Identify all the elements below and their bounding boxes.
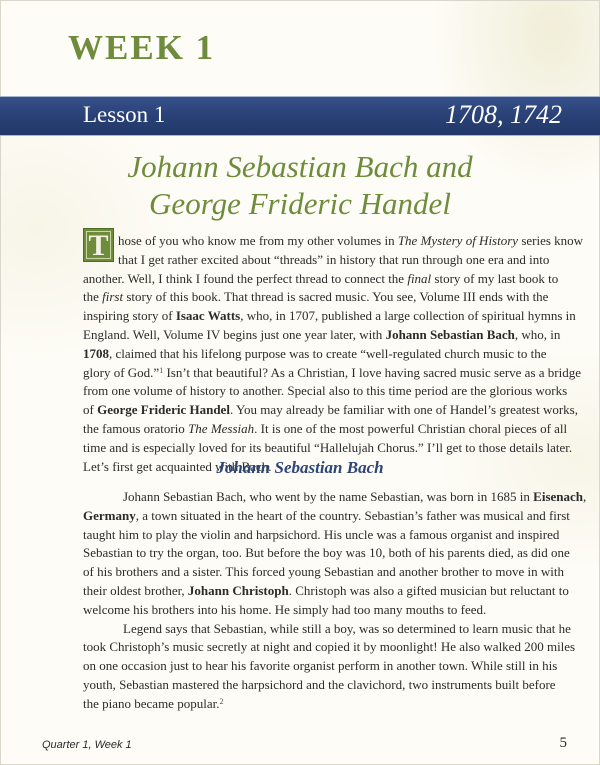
text-run: their oldest brother, xyxy=(83,582,188,598)
footnote-marker: 2 xyxy=(219,696,224,706)
text-run: youth, Sebastian mastered the harpsichord and the clavichord, two instruments built before xyxy=(83,676,556,692)
text-run: first xyxy=(102,289,124,305)
text-run: Legend says that Sebastian, while still a boy, was so determined to learn music that he xyxy=(123,620,571,636)
text-line xyxy=(83,251,573,270)
text-line xyxy=(83,326,573,345)
text-run: Isaac Watts xyxy=(175,308,241,324)
text-run: , who, in 1707, published a large collection of spiritual hymns in xyxy=(240,308,576,324)
text-run: Johann Sebastian Bach, who went by the name Sebastian, was born in 1685 in xyxy=(123,489,534,504)
text-run: story of my last book to xyxy=(431,270,559,286)
text-run: the famous oratorio xyxy=(83,420,189,436)
text-run: Sebastian to try the organ, too. But before the boy was 10, both of his parents died, as did one xyxy=(83,545,570,561)
text-line xyxy=(83,420,573,439)
text-line xyxy=(83,232,584,251)
text-line xyxy=(83,401,578,420)
text-line xyxy=(83,488,587,507)
text-run: England. Well, Volume IV begins just one year later, with xyxy=(83,326,386,342)
text-line xyxy=(83,270,573,289)
text-run: final xyxy=(407,270,432,286)
body-paragraphs xyxy=(83,488,587,714)
text-run: from one volume of history to another. Special also to this time period are the glorious works xyxy=(83,383,568,399)
text-run: that I get rather excited about “threads” in history that run through one era and into xyxy=(118,251,550,267)
text-run: , xyxy=(583,489,587,504)
text-run: story of this book. That thread is sacred music. You see, Volume III ends with the xyxy=(123,289,549,305)
text-line xyxy=(83,364,581,383)
article-title xyxy=(0,148,600,222)
text-line xyxy=(83,288,573,307)
text-line xyxy=(83,345,573,364)
article-title-line-1: Johann Sebastian Bach and xyxy=(127,149,473,184)
text-run: Johann Christoph xyxy=(187,582,289,598)
text-line xyxy=(83,676,573,695)
text-run: The Mystery of History xyxy=(397,233,519,248)
drop-cap-letter: T xyxy=(88,229,109,262)
lesson-dates: 1708, 1742 xyxy=(445,100,562,129)
text-run: the piano became popular. xyxy=(83,695,220,711)
text-line xyxy=(83,582,573,601)
text-line xyxy=(83,657,573,676)
text-run: time and is especially loved for its beautiful “Hallelujah Chorus.” I’ll get to those details later. xyxy=(83,439,573,455)
lesson-label: Lesson 1 xyxy=(83,102,166,127)
text-run: 1708 xyxy=(83,345,109,361)
text-run: welcome his brothers into his home. He simply had too many mouths to feed. xyxy=(83,601,487,617)
text-run: Germany xyxy=(83,507,136,523)
text-run: on one occasion just to hear his favorite organist perform in another town. While still in his xyxy=(83,658,558,674)
text-line xyxy=(83,695,573,714)
page-number: 5 xyxy=(559,735,567,751)
text-run: Johann Sebastian Bach xyxy=(385,326,515,342)
text-line xyxy=(83,507,573,526)
lesson-banner xyxy=(0,96,600,136)
text-line xyxy=(83,526,573,545)
text-run: taught him to play the violin and harpsichord. His uncle was a famous organist and inspired xyxy=(83,526,560,542)
text-run: of xyxy=(83,402,98,418)
text-run: The Messiah xyxy=(188,420,255,436)
text-run: , claimed that his lifelong purpose was to create “well-regulated church music to the xyxy=(109,345,547,361)
text-run: Isn’t that beautiful? As a Christian, I love having sacred music serve as a bridge xyxy=(163,364,581,380)
text-line xyxy=(83,620,573,639)
week-heading: WEEK 1 xyxy=(68,28,216,67)
text-line xyxy=(83,638,576,657)
text-run: , a town situated in the heart of the country. Sebastian’s father was musical and first xyxy=(135,507,570,523)
text-line xyxy=(83,439,573,458)
text-run: . It is one of the most powerful Christian choral pieces of all xyxy=(254,420,568,436)
text-line xyxy=(83,601,573,620)
text-run: inspiring story of xyxy=(83,308,176,324)
text-run: the xyxy=(83,289,103,305)
text-run: glory of God.” xyxy=(83,364,160,380)
text-run: took Christoph’s music secretly at night and copied it by moonlight! He also walked 200 miles xyxy=(83,639,576,655)
text-line xyxy=(83,382,573,401)
text-run: series know xyxy=(518,233,584,248)
footer-section-label: Quarter 1, Week 1 xyxy=(42,739,132,751)
intro-paragraph xyxy=(83,232,584,476)
text-run: Eisenach xyxy=(533,489,583,504)
text-run: of his brothers and a sister. This forced young Sebastian and another brother to move in with xyxy=(83,564,565,580)
text-run: . Christoph was also a gifted musician but reluctant to xyxy=(288,582,569,598)
text-run: , who, in xyxy=(514,326,561,342)
text-run: . You may already be familiar with one of Handel’s greatest works, xyxy=(229,402,578,418)
text-line xyxy=(83,544,573,563)
article-title-line-2: George Frideric Handel xyxy=(149,186,451,221)
section-subheading: Johann Sebastian Bach xyxy=(216,458,384,477)
text-run: another. Well, I think I found the perfect thread to connect the xyxy=(83,270,408,286)
text-run: George Frideric Handel xyxy=(97,402,230,418)
text-line xyxy=(83,307,576,326)
text-line xyxy=(83,563,573,582)
footnote-marker: 1 xyxy=(159,365,164,375)
text-run: Let’s first get acquainted with Bach. xyxy=(83,458,272,474)
text-run: hose of you who know me from my other volumes in xyxy=(118,233,398,248)
